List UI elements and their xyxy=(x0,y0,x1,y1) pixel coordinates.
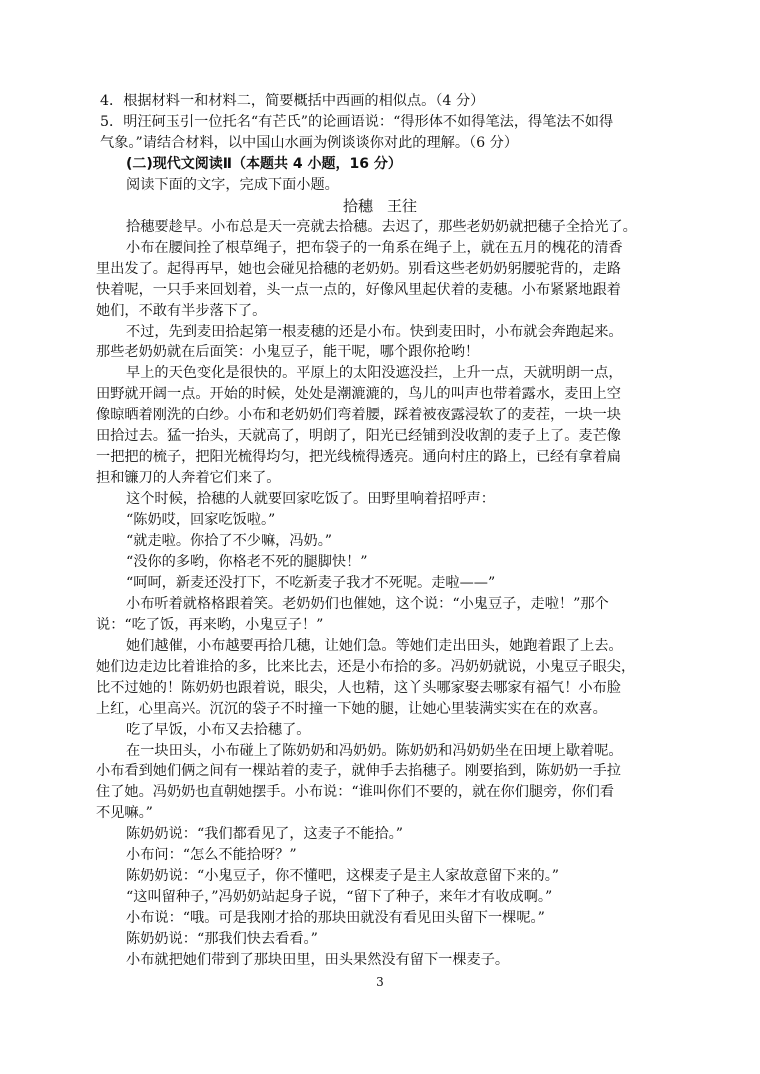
story-title: 拾穗 xyxy=(342,196,373,215)
paragraph-line: 那些老奶奶就在后面笑：小鬼豆子，能干呢，哪个跟你抢哟！ xyxy=(96,344,480,361)
paragraph-line: 早上的天色变化是很快的。平原上的太阳没遮没拦，上升一点，天就明朗一点， xyxy=(126,365,623,382)
paragraph-line: 小布在腰间拴了根草绳子，把布袋子的一角系在绳子上，就在五月的槐花的清香 xyxy=(126,239,623,256)
paragraph-line: 里出发了。起得再早，她也会碰见拾穗的老奶奶。别看这些老奶奶躬腰驼背的，走路 xyxy=(96,260,621,277)
dialogue-line: “这叫留种子，”冯奶奶站起身子说，“留下了种子，来年才有收成啊。” xyxy=(126,889,553,906)
question-5: 5．明汪砢玉引一位托名“有芒氏”的论画语说：“得形体不如得笔法，得笔法不如得 xyxy=(100,114,614,130)
section-heading: (二)现代文阅读Ⅱ（本题共 4 小题，16 分） xyxy=(126,155,402,172)
dialogue-line: 陈奶奶说：“小鬼豆子，你不懂吧，这棵麦子是主人家故意留下来的。” xyxy=(126,868,560,885)
paragraph-line: 像晾晒着刚洗的白纱。小布和老奶奶们弯着腰，踩着被夜露浸软了的麦茬，一块一块 xyxy=(96,407,621,424)
page-number: 3 xyxy=(376,975,384,989)
paragraph-line: 一把把的梳子，把阳光梳得均匀，把光线梳得透亮。通向村庄的路上，已经有拿着扁 xyxy=(96,449,621,466)
paragraph-line: 说：“吃了饭，再来哟，小鬼豆子！” xyxy=(96,616,324,633)
dialogue-line: “陈奶哎，回家吃饭啦。” xyxy=(126,512,276,528)
dialogue-line: 小布问：“怎么不能拾呀？” xyxy=(126,847,297,864)
paragraph-line: 这个时候，拾穗的人就要回家吃饭了。田野里响着招呼声： xyxy=(126,491,495,508)
paragraph-line: 担和镰刀的人奔着它们来了。 xyxy=(96,470,281,487)
dialogue-line: 小布说：“哦。可是我刚才拾的那块田就没有看见田头留下一棵呢。” xyxy=(126,910,545,927)
paragraph-line: 她们，不敢有半步落下了。 xyxy=(96,302,267,319)
paragraph-line: 住了她。冯奶奶也直朝她摆手。小布说：“谁叫你们不要的，就在你们腿旁，你们看 xyxy=(96,784,615,801)
paragraph-line: 比不过她的！陈奶奶也跟着说，眼尖，人也精，这丫头哪家娶去哪家有福气！小布脸 xyxy=(96,679,621,696)
paragraph-line: 田拾过去。猛一抬头，天就高了，明朗了，阳光已经铺到没收割的麦子上了。麦芒像 xyxy=(96,428,621,445)
paragraph-line: 上红，心里高兴。沉沉的袋子不时撞一下她的腿，让她心里装满实实在在的欢喜。 xyxy=(96,700,607,717)
paragraph-line: 不见嘛。” xyxy=(96,805,153,822)
paragraph-line: 快着呢，一只手来回划着，头一点一点的，好像风里起伏着的麦穗。小布紧紧地跟着 xyxy=(96,281,621,298)
dialogue-line: “就走啦。你拾了不少嘛，冯奶。” xyxy=(126,533,333,549)
paragraph-line: 她们越催，小布越要再拾几穗，让她们急。等她们走出田头，她跑着跟了上去。 xyxy=(126,637,623,654)
paragraph-line: 不过，先到麦田拾起第一根麦穗的还是小布。快到麦田时，小布就会奔跑起来。 xyxy=(126,323,623,340)
question-5-continued: 气象。”请结合材料，以中国山水画为例谈谈你对此的理解。（6 分） xyxy=(100,134,519,151)
dialogue-line: 陈奶奶说：“那我们快去看看。” xyxy=(126,931,318,947)
paragraph-line: 小布就把她们带到了那块田里，田头果然没有留下一棵麦子。 xyxy=(126,952,510,968)
story-title-line xyxy=(0,196,760,217)
paragraph-line: 吃了早饭，小布又去拾穗了。 xyxy=(126,721,311,738)
paragraph-line: 在一块田头，小布碰上了陈奶奶和冯奶奶。陈奶奶和冯奶奶坐在田埂上歇着呢。 xyxy=(126,742,623,759)
paragraph-line: 田野就开阔一点。开始的时候，处处是潮漉漉的，鸟儿的叫声也带着露水，麦田上空 xyxy=(96,386,621,403)
paragraph-line: 拾穗要趁早。小布总是天一亮就去拾穗。去迟了，那些老奶奶就把穗子全拾光了。 xyxy=(126,218,637,235)
story-author: 王往 xyxy=(387,196,418,215)
dialogue-line: 陈奶奶说：“我们都看见了，这麦子不能拾。” xyxy=(126,826,403,843)
question-4: 4．根据材料一和材料二，简要概括中西画的相似点。（4 分） xyxy=(100,93,485,109)
paragraph-line: 小布听着就格格跟着笑。老奶奶们也催她，这个说：“小鬼豆子，走啦！”那个 xyxy=(126,595,609,612)
dialogue-line: “呵呵，新麦还没打下，不吃新麦子我才不死呢。走啦——” xyxy=(126,574,496,591)
paragraph-line: 她们边走边比着谁拾的多，比来比去，还是小布拾的多。冯奶奶就说，小鬼豆子眼尖， xyxy=(96,658,636,675)
instruction: 阅读下面的文字，完成下面小题。 xyxy=(126,176,339,193)
dialogue-line: “没你的多哟，你格老不死的腿脚快！” xyxy=(126,553,368,570)
paragraph-line: 小布看到她们俩之间有一棵站着的麦子，就伸手去掐穗子。刚要掐到，陈奶奶一手拉 xyxy=(96,763,621,780)
